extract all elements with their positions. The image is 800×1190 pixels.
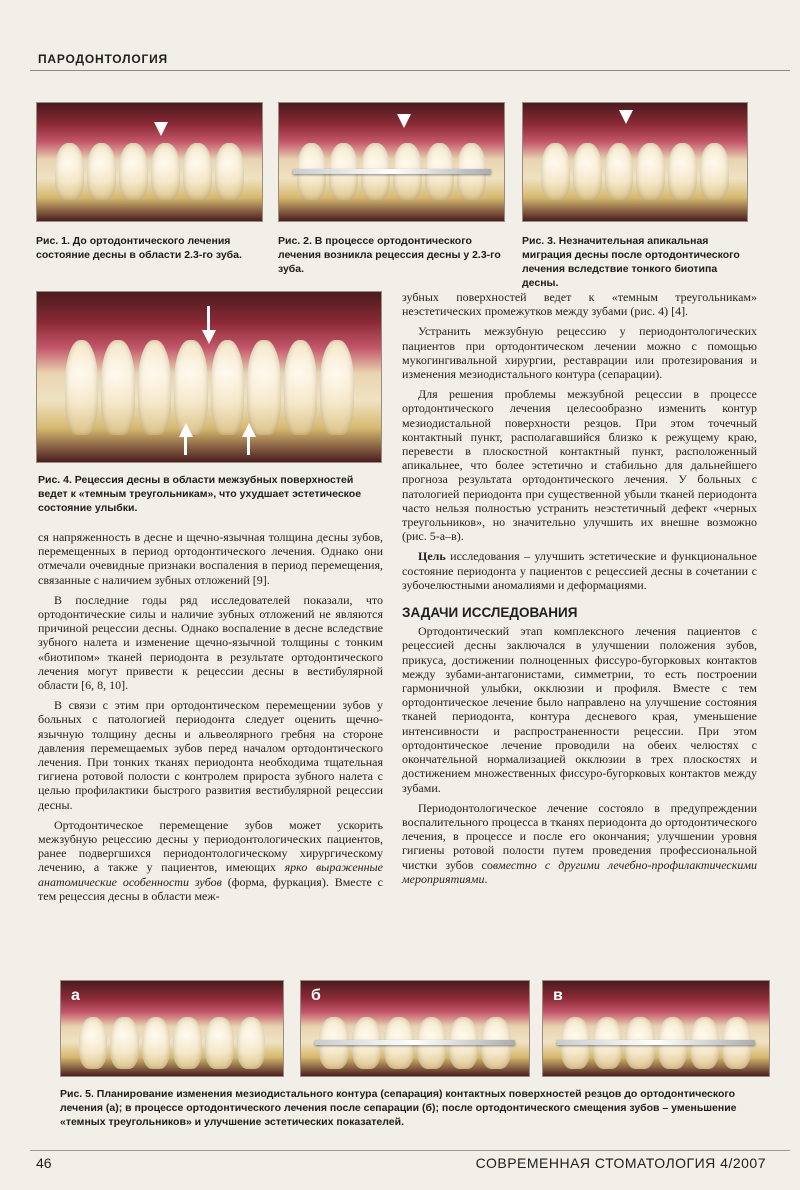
panel-label: а: [71, 987, 80, 1004]
paragraph: ся напряженность в десне и щечно-язычная толщина десны зубов, перемещенных в период ортодонтического лечения. Однако они отмечали очевидные признаки воспаления в период перемещения, связанные с наличием зубных отложений [9].: [38, 530, 383, 587]
paragraph: [402, 801, 757, 886]
footer-divider: [30, 1150, 790, 1151]
panel-label: б: [311, 987, 321, 1004]
arrow-icon: [179, 423, 193, 437]
page-number: 46: [36, 1155, 52, 1171]
figure-3-caption: Рис. 3. Незначительная апикальная миграция десны после ортодонтического лечения вследствие тонкого биотипа десны.: [522, 235, 740, 289]
journal-name: СОВРЕМЕННАЯ СТОМАТОЛОГИЯ 4/2007: [475, 1155, 766, 1171]
figure-1-photo: [36, 102, 263, 222]
figure-4-caption: Рис. 4. Рецессия десны в области межзубных поверхностей ведет к «темным треугольникам», что ухудшает эстетическое состояние улыбки.: [38, 474, 362, 514]
paragraph-text: Ортодонтическое перемещение зубов может ускорить межзубную рецессию десны у периодонтологических пациентов, ранее подвергшихся периодонтологическому хирургическому лечению, а также у пациентов, имеющих: [38, 817, 383, 875]
paragraph: зубных поверхностей ведет к «темным треугольникам» неэстетических промежутков между зубами (рис. 4) [4].: [402, 290, 757, 319]
figure-1-caption: Рис. 1. До ортодонтического лечения состояние десны в области 2.3-го зуба.: [36, 235, 242, 261]
paragraph-text: исследования – улучшить эстетические и функциональное состояние периодонта у пациентов с рецессией десны в сочетании с зубочелюстными аномалиями и деформациями.: [402, 549, 757, 592]
figure-5b-photo: [300, 980, 530, 1077]
paragraph: Ортодонтический этап комплексного лечения пациентов с рецессией десны заключался в улучшении положения зубов, прикуса, достижении полноценных фиссуро-бугорковых контактов между зубами-антагонистами, симметрии, то есть построении гармоничной улыбки, окклюзии и профиля. Вместе с тем ортодонтическое лечение было направлено на улучшение состояния тканей периодонта, контура десневого края, уменьшение интенсивности и распространенности рецессии. При этом ортодонтическое лечение проводили на обеих челюстях с окончательной нормализацией окклюзии в трех плоскостях и достижением множественных фиссуро-бугорковых контактов между зубами.: [402, 624, 757, 795]
figure-5-caption: Рис. 5. Планирование изменения мезиодистального контура (сепарация) контактных поверхностей резцов до ортодонтического лечения (а); в процессе ортодонтического лечения после сепарации (б); после ортодонтического смещения зубов – уменьшение «темных треугольников» и улучшение эстетических показателей.: [60, 1088, 737, 1128]
emphasis-text: ярко выраженные анатомические особенности зубов: [38, 860, 384, 889]
paragraph-text: Периодонтологическое лечение состояло в предупреждении воспалительного процесса в тканях периодонта до ортодонтического лечения, в процессе и после его окончания; улучшении уровня гигиены ротовой полости путем проведения профессиональной чистки зубов со: [402, 800, 757, 872]
panel-label: в: [553, 987, 563, 1004]
figure-3-photo: [522, 102, 748, 222]
arrow-icon: [397, 114, 411, 128]
figure-2-photo: [278, 102, 505, 222]
paragraph: [38, 818, 383, 903]
figure-2-caption: Рис. 2. В процессе ортодонтического лечения возникла рецессия десны у 2.3-го зуба.: [278, 235, 501, 275]
paragraph: [402, 549, 757, 592]
paragraph: В связи с этим при ортодонтическом перемещении зубов у больных с патологией периодонта следует оценить щечно-язычную толщину десны и альвеолярного гребня на стороне давления перемещаемых зубов перед началом ортодонтического лечения. При тонких тканях периодонта необходима тщательная гигиена ротовой полости с контролем прироста зубного налета с целью профилактики быстрого развития вестибулярной рецессии десны.: [38, 698, 383, 812]
paragraph: Для решения проблемы межзубной рецессии в процессе ортодонтического лечения целесообразно изменить контур мезиодистальной поверхности резцов. При этом точечный контактный пункт, располагавшийся близко к режущему краю, перевести в плоскостной контактный пункт, расположенный апикальнее, что более эстетично и стабильно для дальнейшего прогноза результата ортодонтического лечения. У больных с патологией периодонта при существенной убыли тканей периодонта часто нельзя полностью устранить неэстетичный дефект «черных треугольников», но значительно улучшить их внешне возможно (рис. 5-а–в).: [402, 387, 757, 544]
arrow-icon: [154, 122, 168, 136]
emphasis-text: Цель: [418, 549, 446, 564]
paragraph: В последние годы ряд исследователей показали, что ортодонтические силы и наличие зубных отложений не являются причиной рецессии десны. Однако воспаление в десне вследствие зубного налета и изменение щечно-язычной толщины с тонким «биотипом» тканей периодонта в результате ортодонтического лечения могут привести к рецессии десны в вестибулярной области [6, 8, 10].: [38, 592, 383, 693]
paragraph-text: .: [484, 871, 488, 886]
figure-4-photo: [36, 291, 382, 463]
section-header: ПАРОДОНТОЛОГИЯ: [38, 52, 168, 66]
arrow-icon: [619, 110, 633, 124]
arrow-icon: [202, 330, 216, 344]
right-column: [402, 290, 757, 892]
left-column: [38, 530, 383, 909]
figure-5a-photo: [60, 980, 284, 1077]
header-divider: [30, 70, 790, 71]
section-heading: ЗАДАЧИ ИССЛЕДОВАНИЯ: [402, 605, 578, 621]
figure-5c-photo: [542, 980, 770, 1077]
paragraph: Устранить межзубную рецессию у периодонтологических пациентов при ортодонтическом лечении можно с помощью мукогингивальной хирургии, реставрации или протезирования и изменения мезиодистального контура (сепарации).: [402, 324, 757, 382]
paragraph-text: (форма, фуркация). Вместе с тем рецессия десны в области меж-: [38, 874, 384, 903]
emphasis-text: вместно с другими лечебно-профилактическими мероприятиями: [402, 857, 757, 886]
arrow-icon: [242, 423, 256, 437]
